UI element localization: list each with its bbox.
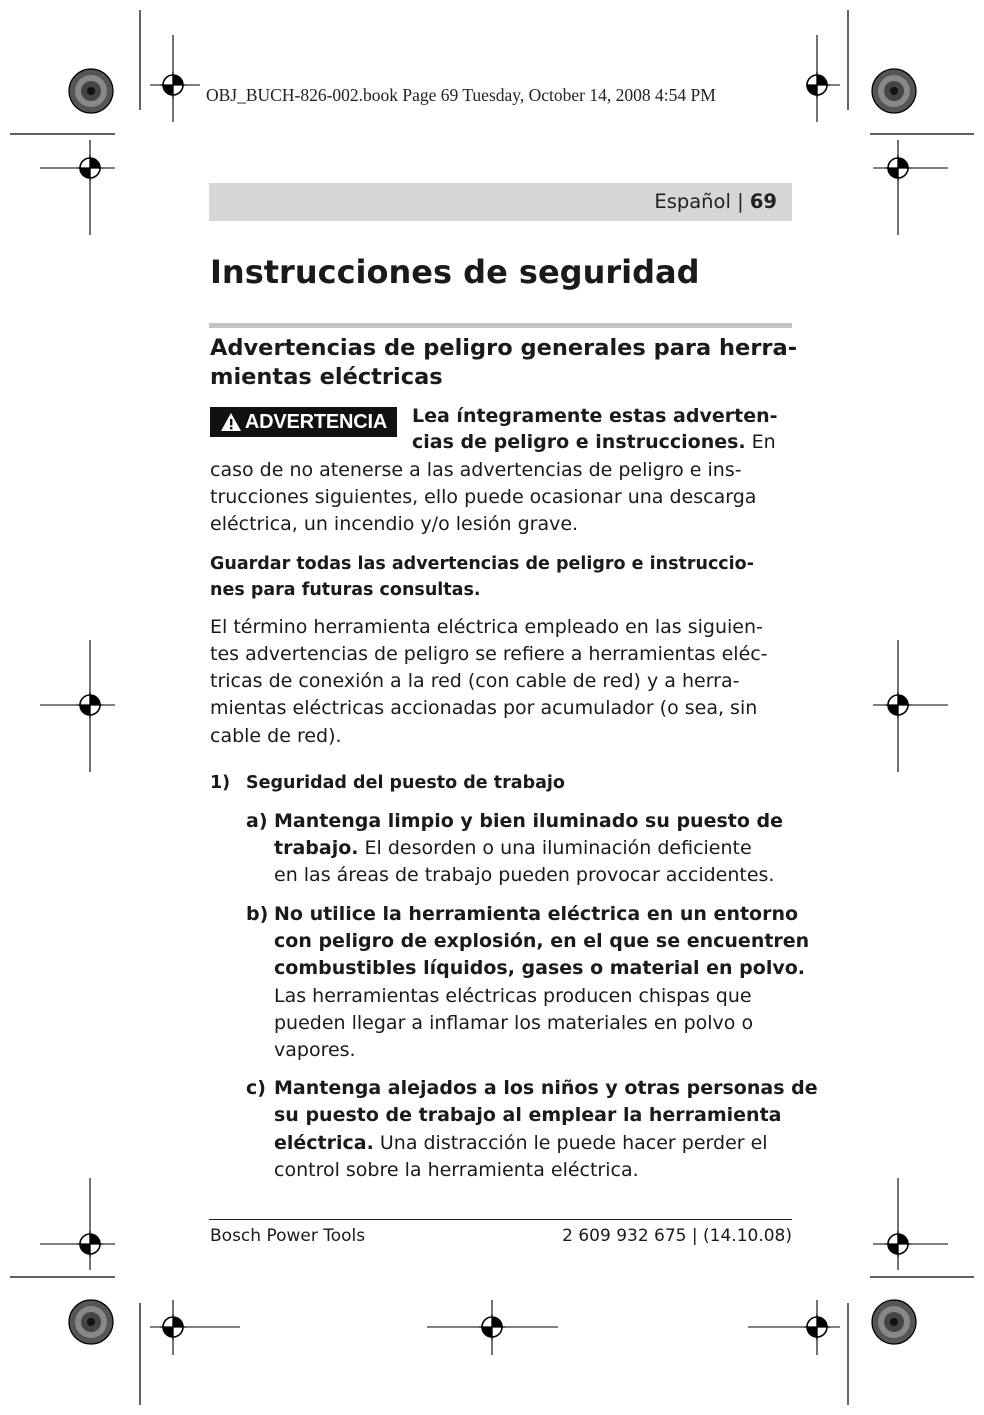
item-c-marker: c) [246, 1077, 266, 1099]
item-b-line-6: vapores. [274, 1039, 356, 1061]
footer-doc-number: 2 609 932 675 | (14.10.08) [562, 1226, 792, 1246]
item-a-line-1: Mantenga limpio y bien iluminado su puesto de [274, 810, 784, 832]
item-b-marker: b) [246, 903, 269, 925]
item-c-line-3 [274, 1130, 768, 1156]
item-a-marker: a) [246, 810, 268, 832]
term-line-2: tes advertencias de peligro se refiere a herramientas eléc- [210, 643, 768, 665]
term-line-5: cable de red). [210, 725, 342, 747]
item-c-line-3-bold: eléctrica. [274, 1132, 374, 1154]
item-c-line-1: Mantenga alejados a los niños y otras personas de [274, 1077, 818, 1099]
keep-line-1: Guardar todas las advertencias de peligro e instruccio- [210, 554, 754, 574]
list-heading-1: Seguridad del puesto de trabajo [246, 773, 565, 793]
warning-line-3: caso de no atenerse a las advertencias de peligro e ins- [210, 459, 742, 481]
item-c-line-2: su puesto de trabajo al emplear la herramienta [274, 1104, 782, 1126]
keep-line-2: nes para futuras consultas. [210, 580, 481, 600]
item-b-line-3: combustibles líquidos, gases o material en polvo. [274, 957, 806, 979]
header-page-number: 69 [749, 190, 777, 213]
warning-badge [210, 407, 397, 437]
section-title-line-2: mientas eléctricas [210, 364, 443, 390]
item-b-line-4: Las herramientas eléctricas producen chispas que [274, 985, 752, 1007]
header-text [654, 190, 777, 213]
warning-line-4: trucciones siguientes, ello puede ocasionar una descarga [210, 486, 757, 508]
header-separator: | [730, 190, 750, 213]
warning-line-2-rest: En [745, 431, 776, 453]
item-b-line-1: No utilice la herramienta eléctrica en un entorno [274, 903, 799, 925]
warning-triangle-icon [220, 412, 242, 432]
warning-line-5: eléctrica, un incendio y/o lesión grave. [210, 513, 579, 535]
term-line-4: mientas eléctricas accionadas por acumulador (o sea, sin [210, 697, 758, 719]
section-rule [209, 323, 792, 328]
footer-rule [209, 1219, 792, 1220]
item-b-line-5: pueden llegar a inflamar los materiales en polvo o [274, 1012, 754, 1034]
list-number-1: 1) [210, 773, 231, 793]
section-title-line-1: Advertencias de peligro generales para herra- [210, 335, 798, 361]
section-title [210, 334, 798, 392]
print-slug: OBJ_BUCH-826-002.book Page 69 Tuesday, October 14, 2008 4:54 PM [202, 84, 806, 106]
warning-badge-label: ADVERTENCIA [244, 410, 388, 433]
item-a-line-2-bold: trabajo. [274, 837, 359, 859]
item-a-line-2-rest: El desorden o una iluminación deficiente [358, 837, 752, 859]
warning-line-2 [412, 429, 776, 455]
item-a-line-3: en las áreas de trabajo pueden provocar accidentes. [274, 864, 775, 886]
item-c-line-3-rest: Una distracción le puede hacer perder el [373, 1132, 768, 1154]
page-title: Instrucciones de seguridad [210, 253, 700, 291]
header-language: Español [654, 190, 731, 213]
term-line-1: El término herramienta eléctrica empleado en las siguien- [210, 616, 763, 638]
page-header [209, 183, 792, 221]
warning-line-1: Lea íntegramente estas adverten- [412, 405, 778, 427]
footer-company: Bosch Power Tools [210, 1226, 366, 1246]
term-line-3: tricas de conexión a la red (con cable de red) y a herra- [210, 670, 740, 692]
item-c-line-4: control sobre la herramienta eléctrica. [274, 1159, 639, 1181]
item-a-line-2 [274, 835, 752, 861]
warning-line-2-bold: cias de peligro e instrucciones. [412, 431, 746, 453]
item-b-line-2: con peligro de explosión, en el que se encuentren [274, 930, 810, 952]
